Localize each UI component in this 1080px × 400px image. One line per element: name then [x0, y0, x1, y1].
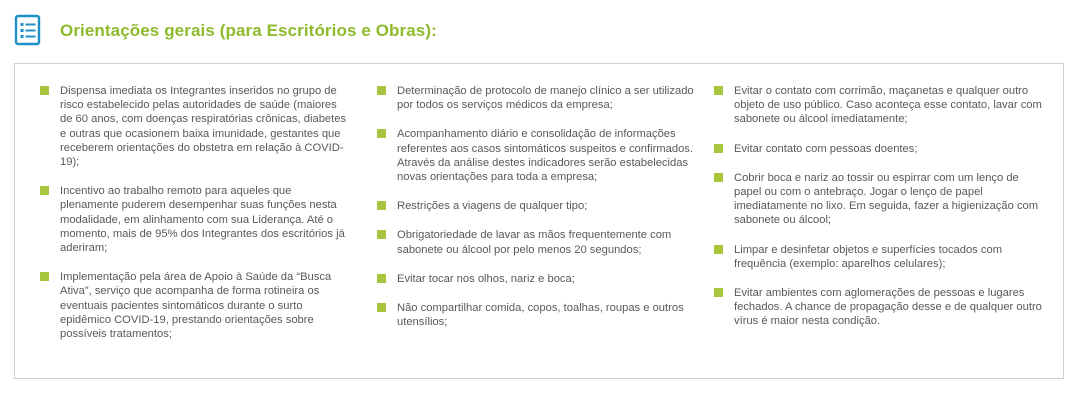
list-item [714, 171, 1044, 228]
list-item-text: Implementação pela área de Apoio à Saúde da “Busca Ativa”, serviço que acompanha de forma rotineira os eventuais pacientes sintomáticos durante o surto epidêmico COVID-19, prestando orientações sobre possíveis tratamentos; [60, 271, 332, 341]
section-header [14, 14, 437, 48]
list-item [377, 272, 695, 286]
bullet-square-icon [714, 245, 723, 254]
list-item-text: Obrigatoriedade de lavar as mãos frequentemente com sabonete ou álcool por pelo menos 20 segundos; [397, 229, 672, 256]
list-item [377, 301, 695, 329]
list-item-text: Acompanhamento diário e consolidação de informações referentes aos casos sintomáticos suspeitos e confirmados. Através da análise destes indicadores serão estabelecidas novas orientações para toda a empresa; [397, 128, 693, 184]
bullet-square-icon [40, 272, 49, 281]
list-item-text: Dispensa imediata os Integrantes inseridos no grupo de risco estabelecido pelas autoridades de saúde (maiores de 60 anos, com doenças respiratórias crônicas, diabetes e outras que ocasionem baixa imunidade, gestantes que receberem orientações do obstetra em relação à COVID-19); [60, 85, 347, 169]
list-icon [14, 14, 42, 48]
list-item-text: Incentivo ao trabalho remoto para aqueles que plenamente puderem desempenhar suas funções nesta modalidade, em alinhamento com sua Liderança. Até o momento, mais de 95% dos Integrantes dos escritórios já aderiram; [60, 185, 345, 255]
list-item-text: Cobrir boca e nariz ao tossir ou espirrar com um lenço de papel ou com o antebraço. Jogar o lenço de papel imediatamente no lixo. Em seguida, fazer a higienização com sabonete ou álcool; [734, 171, 1039, 227]
bullet-square-icon [714, 173, 723, 182]
bullet-square-icon [377, 86, 386, 95]
guidelines-panel [14, 63, 1064, 379]
list-item-text: Restrições a viagens de qualquer tipo; [397, 200, 588, 213]
bullet-square-icon [714, 288, 723, 297]
list-item-text: Evitar contato com pessoas doentes; [734, 142, 918, 155]
guidelines-column-1 [40, 84, 352, 356]
bullet-square-icon [377, 303, 386, 312]
bullet-square-icon [714, 144, 723, 153]
page-title: Orientações gerais (para Escritórios e Obras): [60, 21, 437, 40]
bullet-square-icon [714, 86, 723, 95]
list-item [377, 127, 695, 184]
bullet-square-icon [40, 186, 49, 195]
guidelines-column-2 [377, 84, 695, 344]
bullet-square-icon [377, 129, 386, 138]
list-item-text: Evitar o contato com corrimão, maçanetas e qualquer outro objeto de uso público. Caso aconteça esse contato, lavar com sabonete ou álcool imediatamente; [734, 85, 1042, 126]
list-item [40, 270, 352, 341]
list-item-text: Determinação de protocolo de manejo clínico a ser utilizado por todos os serviços médicos da empresa; [397, 85, 694, 112]
list-item [377, 84, 695, 112]
list-item [40, 184, 352, 255]
list-item [714, 286, 1044, 329]
guidelines-column-3 [714, 84, 1044, 344]
list-item [714, 243, 1044, 271]
bullet-square-icon [377, 201, 386, 210]
list-item-text: Limpar e desinfetar objetos e superfícies tocados com frequência (exemplo: aparelhos celulares); [734, 243, 1003, 270]
list-item [377, 228, 695, 256]
bullet-square-icon [40, 86, 49, 95]
list-item [377, 199, 695, 213]
bullet-square-icon [377, 274, 386, 283]
list-item-text: Evitar tocar nos olhos, nariz e boca; [397, 272, 575, 285]
list-item [714, 84, 1044, 127]
list-item [40, 84, 352, 169]
list-item-text: Não compartilhar comida, copos, toalhas, roupas e outros utensílios; [397, 302, 684, 329]
list-item-text: Evitar ambientes com aglomerações de pessoas e lugares fechados. A chance de propagação desse e de qualquer outro vírus é maior nesta condição. [734, 287, 1042, 328]
bullet-square-icon [377, 230, 386, 239]
list-item [714, 142, 1044, 156]
